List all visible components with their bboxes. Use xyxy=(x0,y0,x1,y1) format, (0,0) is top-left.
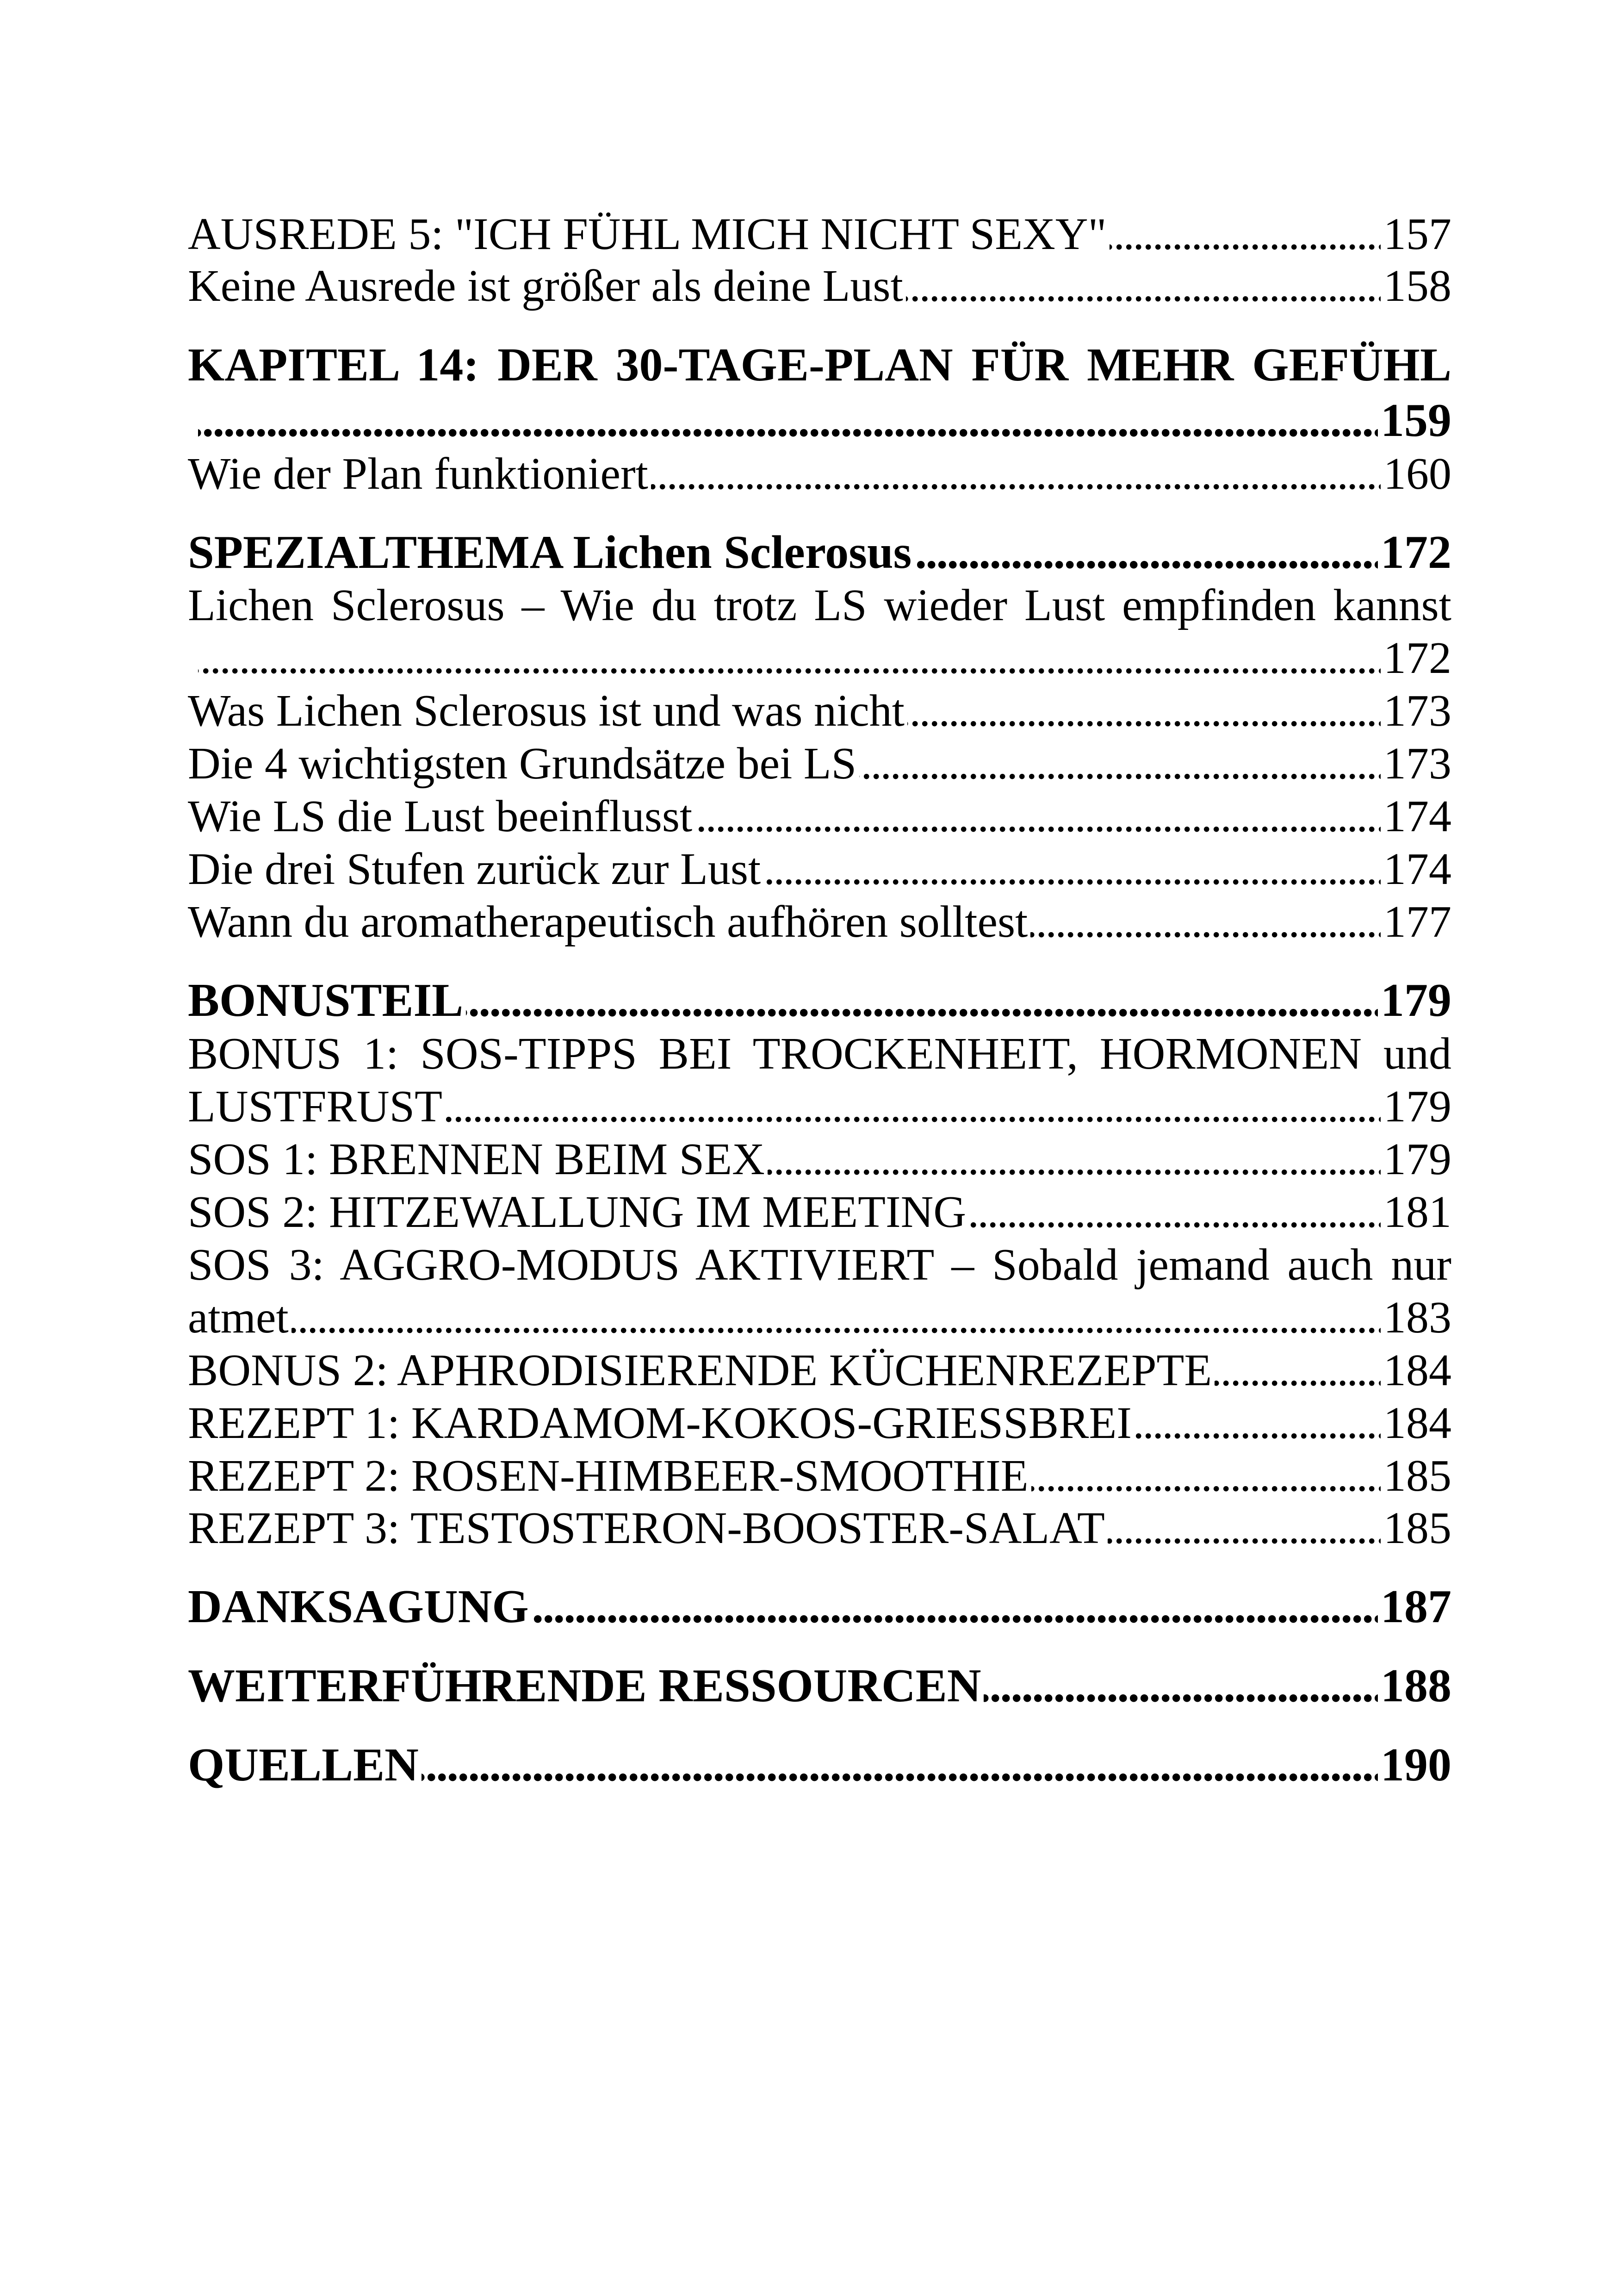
dot-leader xyxy=(984,1662,1378,1710)
toc-entry-ressourcen[interactable] xyxy=(188,1662,1451,1710)
toc-entry-title: SOS 1: BRENNEN BEIM SEX xyxy=(188,1134,765,1184)
toc-entry-title: SPEZIALTHEMA Lichen Sclerosus xyxy=(188,526,912,579)
toc-entry-sos2[interactable] xyxy=(188,1189,1451,1235)
dot-leader xyxy=(651,451,1381,497)
toc-entry-page: 185 xyxy=(1383,1503,1451,1553)
dot-leader xyxy=(1031,1453,1381,1499)
toc-entry-keine-ausrede[interactable] xyxy=(188,263,1451,309)
toc-entry-page: 172 xyxy=(1383,633,1451,683)
toc-entry-title: WEITERFÜHRENDE RESSOURCEN xyxy=(188,1660,981,1712)
toc-entry-bonus1[interactable] xyxy=(188,1082,1451,1132)
toc-entry-page: 187 xyxy=(1381,1580,1451,1633)
dot-leader xyxy=(532,1583,1378,1630)
dot-leader xyxy=(859,741,1381,786)
toc-entry-page: 185 xyxy=(1383,1451,1451,1501)
toc-entry-title: Die drei Stufen zurück zur Lust xyxy=(188,844,761,894)
toc-entry-kapitel14[interactable] xyxy=(188,394,1451,447)
table-of-contents xyxy=(188,0,1451,2296)
toc-entry-page: 172 xyxy=(1381,526,1451,579)
toc-entry-ausrede5[interactable] xyxy=(188,209,1451,259)
toc-entry-wie-der-plan[interactable] xyxy=(188,451,1451,497)
dot-leader xyxy=(1110,212,1381,257)
dot-leader xyxy=(198,397,1378,444)
dot-leader xyxy=(906,263,1381,309)
toc-entry-quellen[interactable] xyxy=(188,1739,1451,1791)
toc-entry-page: 184 xyxy=(1383,1398,1451,1448)
dot-leader xyxy=(907,688,1381,734)
toc-entry-sos3[interactable] xyxy=(188,1293,1451,1343)
toc-entry-title: Wie der Plan funktioniert xyxy=(188,449,648,499)
toc-entry-page: 179 xyxy=(1383,1082,1451,1132)
dot-leader xyxy=(1030,899,1381,945)
toc-entry-page: 173 xyxy=(1383,739,1451,789)
toc-entry-title: REZEPT 1: KARDAMOM-KOKOS-GRIESSBREI xyxy=(188,1398,1132,1448)
toc-entry-page: 177 xyxy=(1383,897,1451,947)
toc-entry-bonus1-title[interactable]: BONUS 1: SOS-TIPPS BEI TROCKENHEIT, HORMONEN und xyxy=(188,1029,1451,1079)
toc-entry-sos1[interactable] xyxy=(188,1134,1451,1184)
toc-entry-wann-du[interactable] xyxy=(188,899,1451,945)
toc-entry-page: 188 xyxy=(1381,1660,1451,1712)
dot-leader xyxy=(695,794,1381,839)
toc-entry-page: 184 xyxy=(1383,1345,1451,1395)
toc-entry-title: DANKSAGUNG xyxy=(188,1580,529,1633)
dot-leader xyxy=(466,977,1378,1024)
toc-entry-page: 179 xyxy=(1381,974,1451,1027)
toc-entry-spezialthema[interactable] xyxy=(188,526,1451,579)
toc-entry-drei-stufen[interactable] xyxy=(188,846,1451,892)
toc-entry-lichen-lust[interactable] xyxy=(188,635,1451,681)
toc-entry-page: 159 xyxy=(1381,394,1451,447)
toc-entry-bonus2[interactable] xyxy=(188,1345,1451,1395)
toc-entry-was-lichen[interactable] xyxy=(188,688,1451,734)
toc-entry-title: BONUS 2: APHRODISIERENDE KÜCHENREZEPTE xyxy=(188,1345,1212,1395)
toc-entry-rezept3[interactable] xyxy=(188,1503,1451,1553)
toc-entry-page: 174 xyxy=(1383,844,1451,894)
toc-entry-title: AUSREDE 5: "ICH FÜHL MICH NICHT SEXY" xyxy=(188,209,1107,259)
toc-entry-title: QUELLEN xyxy=(188,1739,419,1791)
dot-leader xyxy=(969,1189,1381,1235)
toc-entry-title: REZEPT 2: ROSEN-HIMBEER-SMOOTHIE xyxy=(188,1451,1029,1501)
toc-entry-page: 190 xyxy=(1381,1739,1451,1791)
toc-entry-page: 179 xyxy=(1383,1134,1451,1184)
toc-entry-bonusteil[interactable] xyxy=(188,974,1451,1027)
dot-leader xyxy=(1108,1506,1381,1551)
toc-entry-rezept2[interactable] xyxy=(188,1453,1451,1499)
dot-leader xyxy=(291,1295,1381,1340)
dot-leader xyxy=(1134,1400,1381,1446)
dot-leader xyxy=(422,1742,1378,1789)
toc-entry-title: LUSTFRUST xyxy=(188,1082,443,1132)
toc-entry-title: REZEPT 3: TESTOSTERON-BOOSTER-SALAT xyxy=(188,1503,1105,1553)
toc-entry-rezept1[interactable] xyxy=(188,1400,1451,1446)
toc-entry-title: Die 4 wichtigsten Grundsätze bei LS xyxy=(188,739,857,789)
dot-leader xyxy=(1215,1348,1381,1393)
toc-entry-title: Wie LS die Lust beeinflusst xyxy=(188,791,693,841)
toc-entry-lichen-lust-title[interactable]: Lichen Sclerosus – Wie du trotz LS wieder Lust empfinden kannst xyxy=(188,580,1451,630)
toc-entry-grundsaetze[interactable] xyxy=(188,739,1451,789)
toc-entry-page: 181 xyxy=(1383,1187,1451,1237)
toc-entry-title: Wann du aromatherapeutisch aufhören solltest xyxy=(188,897,1028,947)
toc-entry-sos3-title[interactable]: SOS 3: AGGRO-MODUS AKTIVIERT – Sobald jemand auch nur xyxy=(188,1240,1451,1290)
toc-entry-kapitel14-title[interactable]: KAPITEL 14: DER 30-TAGE-PLAN FÜR MEHR GEFÜHL xyxy=(188,339,1451,391)
dot-leader xyxy=(768,1137,1381,1182)
toc-entry-danksagung[interactable] xyxy=(188,1580,1451,1633)
toc-entry-title: SOS 2: HITZEWALLUNG IM MEETING xyxy=(188,1187,967,1237)
toc-entry-page: 158 xyxy=(1383,261,1451,311)
toc-entry-page: 160 xyxy=(1383,449,1451,499)
toc-entry-title: BONUSTEIL xyxy=(188,974,464,1027)
toc-entry-page: 157 xyxy=(1383,209,1451,259)
dot-leader xyxy=(445,1084,1381,1129)
dot-leader xyxy=(763,846,1381,892)
toc-entry-page: 183 xyxy=(1383,1293,1451,1343)
dot-leader xyxy=(914,529,1378,576)
toc-entry-title: Keine Ausrede ist größer als deine Lust xyxy=(188,261,903,311)
dot-leader xyxy=(198,635,1381,681)
toc-entry-title: atmet xyxy=(188,1293,289,1343)
toc-entry-page: 174 xyxy=(1383,791,1451,841)
toc-entry-title: Was Lichen Sclerosus ist und was nicht xyxy=(188,686,905,736)
toc-entry-page: 173 xyxy=(1383,686,1451,736)
toc-entry-wie-ls[interactable] xyxy=(188,791,1451,841)
